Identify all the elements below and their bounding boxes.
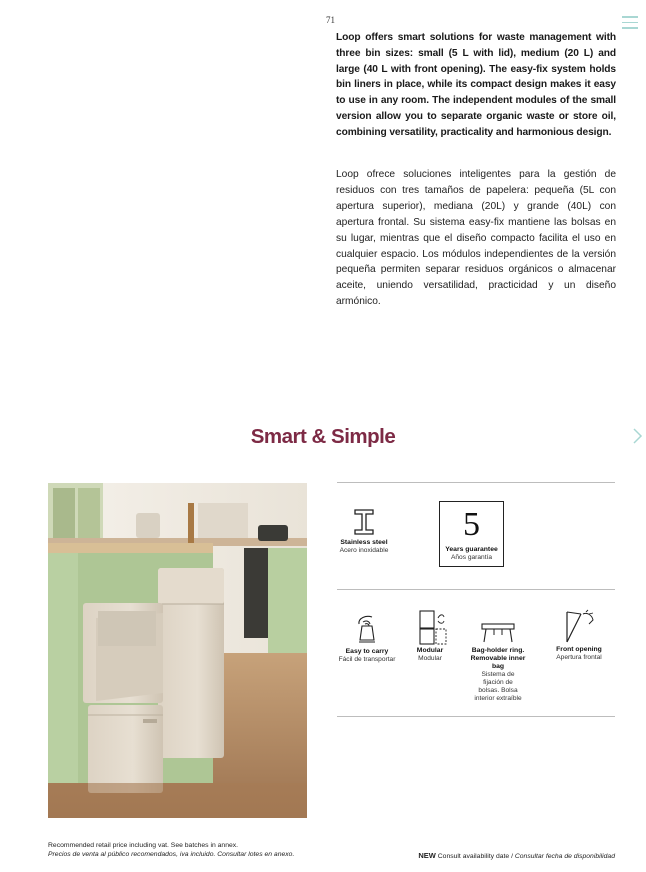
price-note-english: Recommended retail price including vat. See batches in annex.: [48, 842, 239, 849]
feature-stainless-steel: [336, 508, 392, 555]
section-title: Smart & Simple: [250, 425, 396, 448]
modular-stack-icon: [412, 609, 448, 647]
feature-subtitle: Modular: [418, 655, 442, 662]
feature-modular: [406, 609, 454, 663]
feature-title: Bag-holder ring. Removable inner bag: [470, 647, 526, 670]
carry-hand-icon: [354, 614, 380, 646]
feature-title: Easy to carry: [345, 648, 389, 655]
footer-price-note: [48, 842, 294, 859]
intro-text-english: Loop offers smart solutions for waste management with three bin sizes: small (5 L with lid), medium (20 L) and large (40 L with front opening). The easy-fix system holds bin liners in place, while its compact design makes it easy to use in any room. The independent modules of the small version allow you to separate organic waste or store oil, combining versatility, practicality and harmonious design.: [336, 32, 616, 138]
feature-subtitle: Años garantía: [450, 554, 493, 561]
footer-availability-note: NEW Consult availability date / Consultar fecha de disponibilidad: [418, 851, 615, 860]
availability-english: Consult availability date: [437, 853, 510, 860]
feature-subtitle: Sistema de fijación de bolsas. Bolsa interior extraíble: [474, 671, 522, 702]
steel-beam-icon: [352, 508, 376, 536]
guarantee-years: 5: [463, 506, 480, 543]
divider-middle: [337, 589, 615, 590]
hamburger-menu-icon[interactable]: [622, 16, 638, 30]
feature-title: Years guarantee: [445, 546, 498, 553]
new-label: NEW: [418, 851, 436, 860]
feature-bag-holder: [462, 620, 534, 703]
product-photo: [48, 483, 307, 818]
availability-spanish: Consultar fecha de disponibilidad: [514, 853, 615, 860]
price-note-spanish: Precios de venta al público recomendados, iva incluido. Consultar lotes en anexo.: [48, 850, 295, 858]
feature-easy-to-carry: [338, 614, 396, 664]
intro-text-spanish: Loop ofrece soluciones inteligentes para la gestión de residuos con tres tamaños de papelera: pequeña (5L con apertura superior), mediana (20L) y grande (40L) con apertura frontal. Su sistema easy-fix mantiene las bolsas en su lugar, mientras que el diseño compacto facilita el uso en cualquier espacio. Los módulos independientes de la versión pequeña permiten separar residuos orgánicos o almacenar aceite, uniendo versatilidad, practicidad y un diseño armónico.: [336, 169, 616, 308]
feature-title: Front opening: [556, 646, 602, 653]
feature-front-opening: [548, 608, 610, 662]
divider-bottom: [337, 716, 615, 717]
feature-title: Stainless steel: [340, 539, 388, 546]
guarantee-badge: [439, 501, 504, 567]
feature-subtitle: Acero inoxidable: [339, 547, 389, 554]
feature-subtitle: Fácil de transportar: [338, 656, 396, 663]
divider-top: [337, 482, 615, 483]
feature-subtitle: Apertura frontal: [556, 654, 602, 661]
front-opening-icon: [559, 608, 599, 646]
feature-title: Modular: [416, 647, 444, 654]
page-number: 71: [326, 15, 335, 25]
bag-holder-ring-icon: [478, 620, 518, 644]
chevron-right-icon[interactable]: [630, 427, 644, 445]
